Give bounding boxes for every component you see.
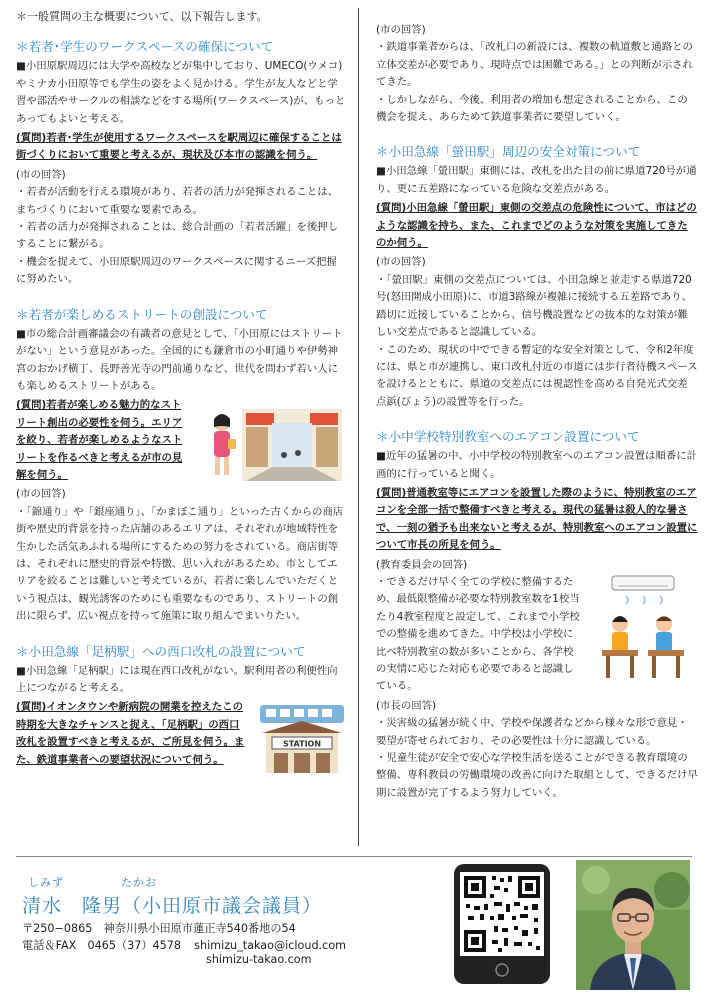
website-link[interactable]: shimizu-takao.com: [206, 953, 312, 966]
section-title: ＊小田急線「足柄駅」への西口改札の設置について: [16, 643, 306, 659]
answer-text: ・災害級の猛暑が続く中、学校や保護者などから様々な形で意見・要望が寄せられており、その必要性は十分に認識している。 ・児童生徒が安全で安心な学校生活を送ることができる教育環境の整備、専科教員の労働環境の改善に向けた取組として、できるだけ早期に設置が完了するよう努力していく。: [376, 717, 698, 799]
left-column: [16, 8, 346, 769]
answer-text: ・鉄道事業者からは、「改札口の新設には、複数の軌道敷と通路との立体交差が必要であり、現時点では困難である。」との判断が示されてきた。 ・しかしながら、今後、利用者の増加も想定されることから、この機会を捉え、あらためて鉄道事業者に要望していく。: [376, 41, 693, 124]
question-with-figure: [16, 397, 346, 484]
question-text: (質問)イオンタウンや新病院の開業を控えたこの時期を大きなチャンスと捉え、「足柄駅」の西口改札を設置すべきと考えるが、ご所見を伺う。また、鉄道事業者への要望状況について伺う。: [16, 701, 245, 766]
furigana-family-name: しみず: [28, 876, 64, 889]
section-title: ＊若者が楽しめるストリートの創設について: [16, 306, 268, 322]
answer-text: ・「螢田駅」東側の交差点については、小田急線と並走する県道720号(怒田開成小田原)に、市道3路線が複雑に接続する五差路であり、踏切に近接していることから、信号機設置などの抜本的な対策が難しい交差点であると認識している。 ・このため、現状の中でできる暫定的な安全対策として、令和2年度には、県と市が連携し、東口改札付近の市道には歩行者待機スペースを設けるとともに、県道の交差点には視認性を高める自発光式交差点鋲(びょう)の設置等を行った。: [376, 273, 698, 408]
question-text: (質問)小田急線「螢田駅」東側の交差点の危険性について、市はどのような認識を持ち、また、これまでどのような対策を実施してきたのか伺う。: [376, 202, 697, 250]
section-street: [16, 305, 346, 626]
qr-code: [454, 864, 550, 984]
answer-heading: (市長の回答): [376, 699, 437, 712]
answer-heading: (市の回答): [16, 488, 66, 501]
question-text: (質問)普通教室等にエアコンを設置した際のように、特別教室のエアコンを全部一括で整備すべきと考える。現代の猛暑は殺人的な暑さで、一刻の猶予も出来ないと考えるが、特別教室へのエアコン設置について市長の所見を伺う。: [376, 486, 698, 552]
classroom-aircon-illustration: [588, 574, 698, 694]
phone-fax: 電話＆FAX 0465（37）4578: [22, 939, 182, 952]
answer-heading: (教育委員会の回答): [376, 558, 468, 571]
answer-text: ・若者が活動を行える環境があり、若者の活力が発揮されることは、まちづくりにおいて重要な要素である。 ・若者の活力が発揮されることは、総合計画の「若者活躍」を後押しすることに繋がる。 ・機会を捉えて、小田原駅周辺のワークスペースに関するニーズ把握に努めたい。: [16, 186, 339, 286]
station-illustration: [258, 699, 346, 775]
section-body: ■小田原駅周辺には大学や高校などが集中しており、UMECO(ウメコ)やミナカ小田原等でも学生の姿をよく見かける。学生が友人などと学習や部活やサークルの相談などをする場所(ワークスペース)が、もっとあってもよいと考える。: [16, 60, 346, 125]
furigana-given-name: たかお: [121, 876, 157, 889]
section-title: ＊小田急線「螢田駅」周辺の安全対策について: [376, 144, 641, 160]
answer-text: ・できるだけ早く全ての学校に整備するため、最低限整備が必要な特別教室数を1校当たり4教室程度と設定して、これまで小学校での整備を進めてきた。中学校は小学校に比べ特別教室の数が多いことから、各学校の実情に応じた対応も必要であると認識している。: [376, 575, 580, 693]
column-divider: [358, 8, 359, 846]
answer-with-figure: [376, 574, 698, 696]
section-body: ■市の総合計画審議会の有識者の意見として、「小田原にはストリートがない」という意見があった。全国的にも鎌倉市の小町通りや伊勢神宮のおかげ横丁、長野善光寺の門前通りなど、世代を問わず若い人にも楽しめるストリートがある。: [16, 327, 343, 392]
shopping-street-illustration: [202, 403, 344, 483]
answer-heading: (市の回答): [16, 168, 66, 181]
section-ashigara-station: [16, 642, 346, 769]
section-body: ■小田急線「螢田駅」東側には、改札を出た目の前に県道720号が通り、更に五差路になっている危険な交差点がある。: [376, 165, 697, 195]
question-with-figure: [16, 699, 346, 769]
email-address[interactable]: shimizu_takao@icloud.com: [194, 939, 347, 952]
section-title: ＊小中学校特別教室へのエアコン設置について: [376, 429, 640, 445]
station-sign-text: STATION: [282, 739, 322, 749]
section-body: ■小田急線「足柄駅」には現在西口改札がない。駅利用者の利便性向上につながると考える。: [16, 664, 338, 694]
footer-divider: [16, 856, 692, 857]
answer-heading: (市の回答): [376, 256, 426, 269]
section-title: ＊若者･学生のワークスペースの確保について: [16, 39, 274, 55]
author-name: 清水 隆男（小田原市議会議員）: [22, 895, 323, 917]
section-hotaruda-station: [376, 142, 698, 411]
postal-address: 〒250−0865 神奈川県小田原市蓮正寺540番地の54: [22, 922, 296, 935]
section-aircon: [376, 427, 698, 802]
intro-text: ＊一般質問の主な概要について、以下報告します。: [16, 10, 268, 23]
answer-text: ・「錦通り」や「銀座通り」、「かまぼこ通り」といった古くからの商店街や歴史的背景を持った店舗のあるエリアは、それぞれが地域特性を生かした活気あふれる場所にするための努力をされている。商店街等は、それぞれに歴史的背景や特徴、思い入れがあるため、市としてエリアを絞ることは難しいと考えているが、若者に楽しんでいただくという視点は、観光誘客のためにも重要なものであり、ストリートの創出に限らず、広い視点を持って施策に取り組んでまいりたい。: [16, 505, 344, 623]
question-text: (質問)若者が楽しめる魅力的なストリート創出の必要性を伺う。エリアを絞り、若者が楽しめるようなストリートを作るべきと考えるが市の見解を伺う。: [16, 399, 183, 481]
section-body: ■近年の猛暑の中、小中学校の特別教室へのエアコン設置は順番に計画的に行っていると聞く。: [376, 450, 698, 480]
contact-line: [22, 937, 346, 953]
name-furigana: [28, 874, 157, 890]
answer-heading: (市の回答): [376, 24, 426, 36]
section-workspace: [16, 37, 346, 288]
question-text: (質問)若者･学生が使用するワークスペースを駅周辺に確保することは街づくりにおいて重要と考えるが、現状及び本市の認識を伺う。: [16, 132, 342, 162]
right-column: [376, 8, 698, 802]
author-photo: [576, 860, 690, 990]
